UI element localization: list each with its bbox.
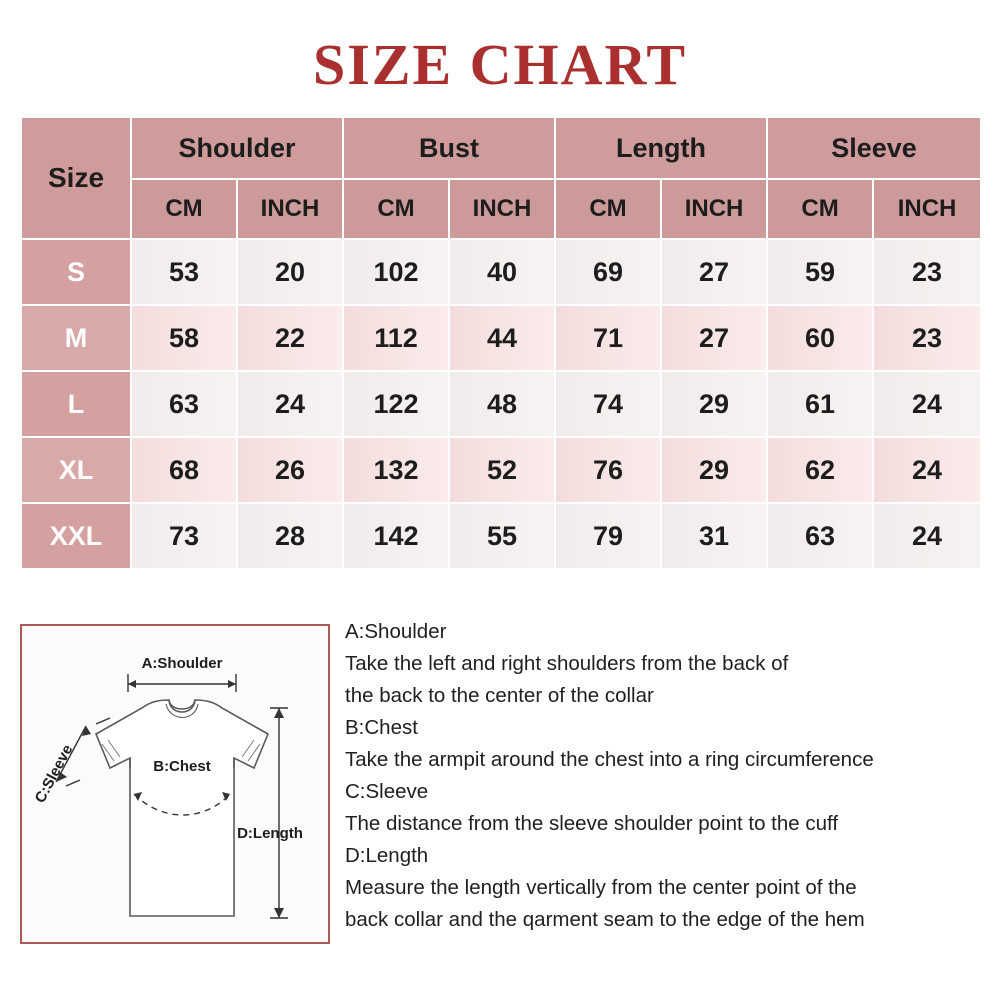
cell-value: 52	[450, 438, 554, 502]
page-title: SIZE CHART	[312, 32, 688, 97]
header-group-bust: Bust	[344, 118, 554, 178]
legend-line: The distance from the sleeve shoulder point to the cuff	[345, 812, 839, 835]
legend-line: Take the left and right shoulders from the back of	[345, 652, 789, 675]
table-header-groups	[22, 118, 980, 178]
row-size-label: M	[22, 306, 130, 370]
cell-value: 27	[662, 306, 766, 370]
legend-line: Measure the length vertically from the center point of the	[345, 876, 857, 899]
cell-value: 31	[662, 504, 766, 568]
header-size: Size	[22, 118, 130, 238]
tshirt-diagram	[20, 624, 330, 944]
cell-value: 71	[556, 306, 660, 370]
cell-value: 23	[874, 240, 980, 304]
cell-value: 79	[556, 504, 660, 568]
table-row	[22, 504, 980, 568]
cell-value: 24	[874, 438, 980, 502]
cell-value: 62	[768, 438, 872, 502]
cell-value: 29	[662, 438, 766, 502]
header-group-length: Length	[556, 118, 766, 178]
cell-value: 68	[132, 438, 236, 502]
diagram-label-length: D:Length	[237, 825, 303, 842]
row-size-label: XXL	[22, 504, 130, 568]
legend-text	[345, 616, 995, 936]
header-unit-bust-cm: CM	[344, 180, 448, 238]
legend-line: Take the armpit around the chest into a ring circumference	[345, 748, 874, 771]
cell-value: 26	[238, 438, 342, 502]
table-row	[22, 438, 980, 502]
tshirt-illustration	[22, 626, 328, 942]
size-chart-table-wrapper	[20, 116, 980, 570]
cell-value: 69	[556, 240, 660, 304]
header-unit-length-inch: INCH	[662, 180, 766, 238]
header-unit-sleeve-inch: INCH	[874, 180, 980, 238]
cell-value: 122	[344, 372, 448, 436]
cell-value: 74	[556, 372, 660, 436]
cell-value: 24	[238, 372, 342, 436]
cell-value: 112	[344, 306, 448, 370]
header-group-shoulder: Shoulder	[132, 118, 342, 178]
table-row	[22, 240, 980, 304]
header-unit-shoulder-inch: INCH	[238, 180, 342, 238]
cell-value: 63	[132, 372, 236, 436]
cell-value: 55	[450, 504, 554, 568]
cell-value: 40	[450, 240, 554, 304]
cell-value: 76	[556, 438, 660, 502]
cell-value: 102	[344, 240, 448, 304]
table-row	[22, 306, 980, 370]
legend-heading-length: D:Length	[345, 844, 429, 867]
cell-value: 142	[344, 504, 448, 568]
legend-heading-shoulder: A:Shoulder	[345, 620, 447, 643]
cell-value: 20	[238, 240, 342, 304]
cell-value: 53	[132, 240, 236, 304]
size-chart-table	[20, 116, 982, 570]
legend-line: back collar and the qarment seam to the edge of the hem	[345, 908, 865, 931]
cell-value: 132	[344, 438, 448, 502]
cell-value: 24	[874, 504, 980, 568]
cell-value: 60	[768, 306, 872, 370]
measurement-guide	[0, 616, 1000, 1000]
cell-value: 48	[450, 372, 554, 436]
diagram-label-sleeve: C:Sleeve	[31, 741, 77, 806]
cell-value: 27	[662, 240, 766, 304]
cell-value: 44	[450, 306, 554, 370]
cell-value: 59	[768, 240, 872, 304]
cell-value: 73	[132, 504, 236, 568]
header-group-sleeve: Sleeve	[768, 118, 980, 178]
cell-value: 23	[874, 306, 980, 370]
cell-value: 61	[768, 372, 872, 436]
table-row	[22, 372, 980, 436]
cell-value: 29	[662, 372, 766, 436]
header-unit-bust-inch: INCH	[450, 180, 554, 238]
cell-value: 58	[132, 306, 236, 370]
diagram-label-chest: B:Chest	[153, 758, 211, 775]
cell-value: 63	[768, 504, 872, 568]
header-unit-shoulder-cm: CM	[132, 180, 236, 238]
diagram-label-shoulder: A:Shoulder	[141, 655, 223, 672]
legend-heading-sleeve: C:Sleeve	[345, 780, 429, 803]
header-unit-length-cm: CM	[556, 180, 660, 238]
row-size-label: XL	[22, 438, 130, 502]
cell-value: 22	[238, 306, 342, 370]
legend-heading-chest: B:Chest	[345, 716, 418, 739]
row-size-label: L	[22, 372, 130, 436]
legend-line: the back to the center of the collar	[345, 684, 654, 707]
header-unit-sleeve-cm: CM	[768, 180, 872, 238]
table-header-units	[22, 180, 980, 238]
cell-value: 24	[874, 372, 980, 436]
cell-value: 28	[238, 504, 342, 568]
row-size-label: S	[22, 240, 130, 304]
